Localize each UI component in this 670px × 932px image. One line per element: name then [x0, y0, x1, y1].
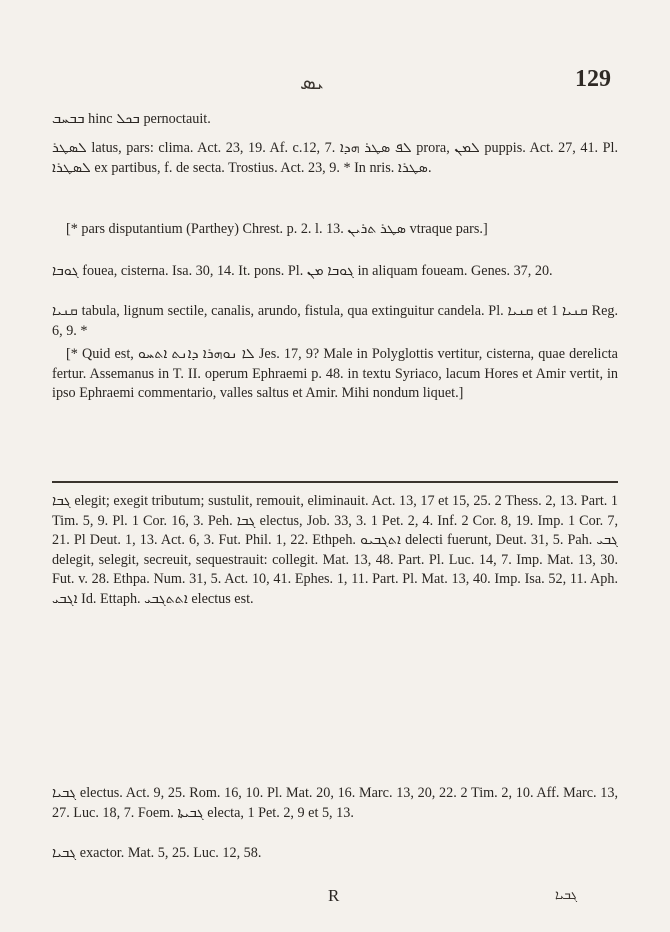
section-divider — [52, 481, 618, 483]
entry-hinc: ܒܒܚܒ hinc ܒܟܠ pernoctauit. — [52, 111, 211, 127]
catchword: ܓܒܝܐ — [555, 888, 578, 903]
entry-latus: ܠܣܛܪ latus, pars: clima. Act. 23, 19. Af. c.12, 7. ܠܦ ܣܛܪ ܗܕܐ prora, ܠܡܢ puppis. Act. 27, 41. Pl. ܠܣܛܪܐ ex partibus, f. de secta. Trostius. Act. 23, 9. * In nris. ܣܛܪܐ. — [52, 140, 618, 176]
page-number: 129 — [575, 66, 611, 92]
entry-tabula: ܩܢܝܐ tabula, lignum sectile, canalis, arundo, fistula, qua extinguitur candela. Pl. ܩܢܝܐ et ܩܢܝܐ 1 Reg. 6, 9. * — [52, 303, 619, 339]
entry-fouea: ܓܘܒܐ fouea, cisterna. Isa. 30, 14. It. pons. Pl. ܓܘܒܐ ܡܢ in aliquam foueam. Genes. 37, 20. — [52, 263, 553, 279]
entry-electus: ܓܒܝܐ electus. Act. 9, 25. Rom. 16, 10. Pl. Mat. 20, 16. Marc. 13, 20, 22. 2 Tim. 2, 10. Aff. Marc. 13, 27. Luc. 18, 7. Foem. ܓܒܝܬܐ electa, 1 Pet. 2, 9 et 5, 13. — [52, 785, 618, 821]
entry-pars-disputantium: [* pars disputantium (Parthey) Chrest. p. 2. l. 13. ܣܛܪ ܬܪܝܢ vtraque pars.] — [66, 221, 488, 237]
entry-elegit: ܓܒܐ elegit; exegit tributum; sustulit, remouit, eliminauit. Act. 13, 17 et 15, 25. 2 Thess. 2, 13. Part. 1 Tim. 5, 9. Pl. 1 Cor. 16, 3. Peh. ܓܒܐ electus, Job. 33, 3. 1 Pet. 2, 4. Inf. 2 Cor. 8, 19. Imp. 1 Cor. 7, 21. Pl Deut. 1, 13. Act. 6, 3. Fut. Phil. 1, 22. Ethpeh. ܐܬܓܒܝܘ delecti fuerunt, Deut. 31, 5. Pah. ܓܒܝ delegit, selegit, secreuit, sequestrauit: collegit. Mat. 13, 48. Part. Pl. Luc. 14, 7. Imp. Mat. 13, 30. Fut. v. 28. Ethpa. Num. 31, 5. Act. 10, 41. Ephes. 1, 11. Part. Pl. Mat. 13, 40. Imp. Isa. 52, 11. Aph. ܐܓܒܝ Id. Ettaph. ܐܬܬܓܒܝ electus est. — [52, 493, 618, 607]
entry-exactor: ܓܒܝܐ exactor. Mat. 5, 25. Luc. 12, 58. — [52, 845, 262, 861]
running-header: ܝܣ — [300, 70, 324, 94]
signature-mark: R — [328, 886, 340, 905]
entry-quid-est: [* Quid est, ܠܐ ܢܘܗܪܐ ܕܐܢܬ ܐܬܚܘ Jes. 17, 9? Male in Polyglottis vertitur, cisterna, quae derelicta fertur. Assemanus in T. II. operum Ephraemi p. 48. in textu Syriaco, lacum Hores et Amir vertit, in ipso Ephraemi commentario, valles saltus et Amir. Mihi nondum liquet.] — [52, 346, 618, 401]
